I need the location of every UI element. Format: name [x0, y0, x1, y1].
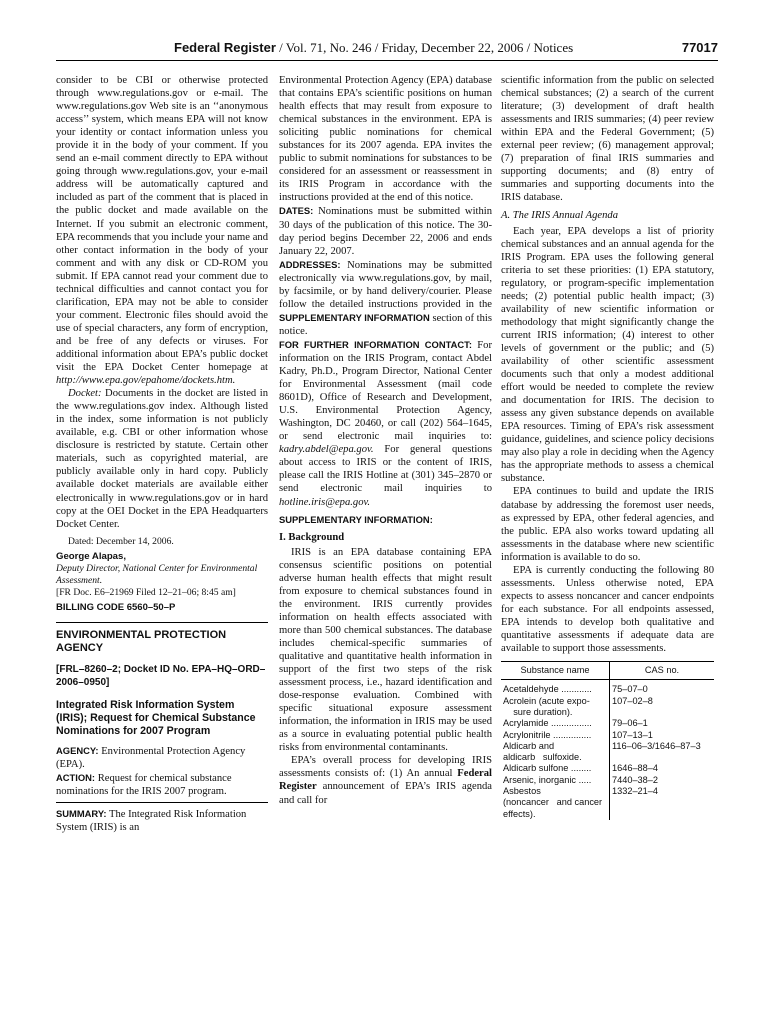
substance-cell: Acetaldehyde ............ — [501, 680, 610, 696]
table-row — [501, 786, 714, 820]
contact-label: FOR FURTHER INFORMATION CONTACT: — [279, 338, 472, 350]
publication-name: Federal Register — [174, 40, 276, 55]
table-row — [501, 730, 714, 741]
table-row — [501, 696, 714, 719]
section-divider — [56, 622, 268, 623]
table-row — [501, 680, 714, 696]
action-text: Request for chemical substance nominations for the IRIS 2007 program. — [56, 772, 232, 797]
cas-cell: 107–02–8 — [612, 695, 653, 706]
background-paragraph-2 — [279, 754, 492, 806]
signer-name: George Alapas, — [56, 550, 127, 562]
column-header-cas: CAS no. — [610, 662, 715, 680]
column-2 — [279, 74, 492, 807]
agenda-paragraph-2: EPA continues to build and update the IRIS database by addressing the foremost user needs, as expressed by EPA, other federal agencies, and the public. EPA also works toward updating all assessments in the database where new scientific information is available to do so. — [501, 486, 714, 563]
addresses-text: Nominations may be submitted electronically via www.regulations.gov, by mail, by facsimile, or by hand delivery/courier. Please follow the detailed instructions provided in the — [279, 259, 492, 310]
addresses-line — [279, 258, 492, 338]
cas-cell: 75–07–0 — [612, 684, 648, 695]
background-heading: I. Background — [279, 531, 345, 543]
federal-register-ref: Federal Register — [279, 768, 492, 793]
comment-instructions — [56, 74, 268, 387]
agency-line — [56, 744, 268, 771]
action-line — [56, 771, 268, 798]
agenda-paragraph-3: EPA is currently conducting the following 80 assessments. Unless otherwise noted, EPA expects to assess noncancer and cancer endpoints for each substance. For all endpoints assessed, EPA intends to develop both qualitative and quantitative assessments if adequate data are available to support those assessments. — [501, 564, 714, 655]
summary-line — [56, 807, 268, 834]
table-row — [501, 763, 714, 774]
column-header-substance: Substance name — [501, 662, 610, 680]
addresses-end: section of this notice. — [279, 312, 492, 337]
billing-code: BILLING CODE 6560–50–P — [56, 601, 176, 613]
action-label: ACTION: — [56, 771, 96, 783]
background-paragraph-1: IRIS is an EPA database containing EPA consensus scientific positions on potential adverse human health effects that might result from exposure to chemical substances found in the environment. IRIS currently provides information on health effects associated with more than 500 chemical substances. The database includes chemical-specific summaries of qualitative and quantitative health information in support of the first two steps of the risk assessment process, i.e., hazard identification and dose-response evaluation. Combined with specific situational exposure assessment information, the information in IRIS may be used as a source in evaluating potential public health risks from environmental contaminants. — [279, 546, 492, 754]
table-row — [501, 775, 714, 786]
cas-cell: 7440–38–2 — [612, 774, 658, 785]
contact-email-link[interactable]: kadry.abdel@epa.gov. — [279, 444, 374, 456]
docket-url-link[interactable]: http://www.epa.gov/epahome/dockets.htm. — [56, 375, 236, 387]
column-3 — [501, 74, 714, 820]
hotline-email-link[interactable]: hotline.iris@epa.gov. — [279, 496, 371, 508]
summary-continued: Environmental Protection Agency (EPA) database that contains EPA’s scientific positions on human health effects that may result from exposure to chemical substances in the environment. EPA is soliciting public nominations for chemical substances for its 2007 agenda. EPA invites the public to submit nominations for substances to be considered for an assessment or reassessment in its IRIS Program in accordance with the instructions provided at the end of this notice. — [279, 75, 492, 204]
process-continued: scientific information from the public on selected chemical substances; (2) a search of the current literature; (3) development of draft health assessments and IRIS summaries; (4) peer review within EPA and the Federal Government; (5) external peer review; (6) management approval; (7) preparation of final IRIS summaries and supporting documents; and (8) entry of summaries and supporting documents into the IRIS database. — [501, 75, 714, 204]
substance-table — [501, 661, 714, 820]
header-rule — [56, 60, 718, 61]
dates-text: Nominations must be submitted within 30 days of the publication of this notice. The 30-day period begins December 22, 2006 and ends January 22, 2007. — [279, 206, 492, 257]
contact-line — [279, 338, 492, 509]
supplementary-info-heading: SUPPLEMENTARY INFORMATION: — [279, 513, 433, 525]
substance-cell: Asbestos (noncancer and cancer effects). — [501, 786, 610, 820]
agency-text: Environmental Protection Agency (EPA). — [56, 745, 246, 770]
docket-text: Documents in the docket are listed in the www.regulations.gov index. Although listed in the index, some information is not publicly available, e.g. CBI or other information whose disclosure is restricted by statute. Certain other materials, such as copyrighted material, are publicly available only in hard copy. Publicly available docket materials are available either electronically in www.regulations.gov or in hard copy at the OEI Docket in the EPA Headquarters Docket Center. — [56, 388, 268, 530]
dated-line: Dated: December 14, 2006. — [68, 535, 174, 547]
table-row — [501, 741, 714, 764]
supplementary-info-ref: SUPPLEMENTARY INFORMATION — [279, 311, 430, 323]
substance-cell: Aldicarb and aldicarb sulfoxide. — [501, 741, 610, 764]
fr-doc-line: [FR Doc. E6–21969 Filed 12–21–06; 8:45 am] — [56, 586, 236, 598]
docket-label: Docket: — [68, 388, 102, 400]
cas-cell: 79–06–1 — [612, 718, 648, 729]
summary-text: The Integrated Risk Information System (IRIS) is an — [56, 808, 247, 833]
dates-line — [279, 204, 492, 257]
comment-text: consider to be CBI or otherwise protected through www.regulations.gov or e-mail. The www.regulations.gov Web site is an ‘‘anonymous access’’ system, which means EPA will not know your identity or contact information unless you provide it in the body of your comment. If you send an e-mail comment directly to EPA without going through www.regulations.gov, your e-mail address will be automatically captured and included as part of the comment that is placed in the public docket and made available on the Internet. If you submit an electronic comment, EPA recommends that you include your name and other contact information in the body of your comment and with any disk or CD-ROM you submit. If EPA cannot read your comment due to technical difficulties and cannot contact you for clarification, EPA may not be able to consider your comment. Electronic files should avoid the use of special characters, any form of encryption, and be free of any defects or viruses. For additional information about EPA’s public docket visit the EPA Docket Center homepage at — [56, 75, 268, 374]
substance-cell: Acrylonitrile ............... — [501, 730, 610, 741]
table-header-row — [501, 662, 714, 680]
cas-cell: 1646–88–4 — [612, 763, 658, 774]
cas-cell: 107–13–1 — [612, 729, 653, 740]
cas-cell: 116–06–3/1646–87–3 — [612, 740, 701, 751]
frl-docket-id: [FRL–8260–2; Docket ID No. EPA–HQ–ORD–2006–0950] — [56, 663, 266, 688]
substance-cell: Arsenic, inorganic ..... — [501, 775, 610, 786]
substance-cell: Aldicarb sulfone ........ — [501, 763, 610, 774]
signer-title: Deputy Director, National Center for Environmental Assessment. — [56, 562, 258, 586]
agency-label: AGENCY: — [56, 744, 99, 756]
addresses-label: ADDRESSES: — [279, 258, 341, 270]
docket-paragraph — [56, 387, 268, 531]
substance-cell: Acrolein (acute expo- sure duration). — [501, 696, 610, 719]
notice-title: Integrated Risk Information System (IRIS); Request for Chemical Substance Nominations for 2007 Program — [56, 698, 256, 737]
column-1 — [56, 74, 268, 834]
header-citation — [174, 40, 573, 56]
agency-heading: ENVIRONMENTAL PROTECTION AGENCY — [56, 628, 227, 654]
contact-text: For information on the IRIS Program, contact Abdel Kadry, Ph.D., Program Director, National Center for Environmental Assessment (mail code 8601D), Office of Research and Development, U.S. Environmental Protection Agency, Washington, DC 20460, or call (202) 564–1645, or send electronic mail inquiries to: — [279, 339, 492, 443]
issue-details: / Vol. 71, No. 246 / Friday, December 22, 2006 / Notices — [275, 40, 574, 55]
agenda-paragraph-1: Each year, EPA develops a list of priority chemical substances and an annual agenda for the IRIS Program. EPA uses the following general criteria to set these priorities: (1) EPA statutory, regulatory, or program-specific implementation needs; (2) potential public health impact; (3) availability of new scientific information or methodology that might significantly change the current IRIS information; (4) interest to other levels of government or the public; and (5) availability of other scientific assessment documents such that only a modest additional effort would be needed to complete the review and documentation for IRIS. The decision to assess any given substance depends on available EPA resources. Timing of EPA’s risk assessment guidance, guidelines, and science policy decisions may also play a role in deciding when the Agency has the appropriate methods to assess a chemical substance. — [501, 225, 714, 485]
annual-agenda-heading: A. The IRIS Annual Agenda — [501, 210, 619, 222]
cas-cell: 1332–21–4 — [612, 786, 658, 797]
table-row — [501, 718, 714, 729]
page-header — [56, 40, 718, 60]
contact-text-2: For general questions about access to IRIS or the content of IRIS, please call the IRIS Hotline at (301) 345–2870 or send electronic mail inquiries to — [279, 444, 492, 495]
summary-label: SUMMARY: — [56, 807, 107, 819]
bg-p2-text: EPA’s overall process for developing IRIS assessments consists of: (1) An annual — [279, 755, 492, 780]
bg-p2-end: announcement of EPA’s IRIS agenda and call for — [279, 781, 492, 806]
summary-divider — [56, 802, 268, 803]
page-number: 77017 — [681, 40, 718, 55]
dates-label: DATES: — [279, 205, 314, 217]
substance-cell: Acrylamide ................ — [501, 718, 610, 729]
